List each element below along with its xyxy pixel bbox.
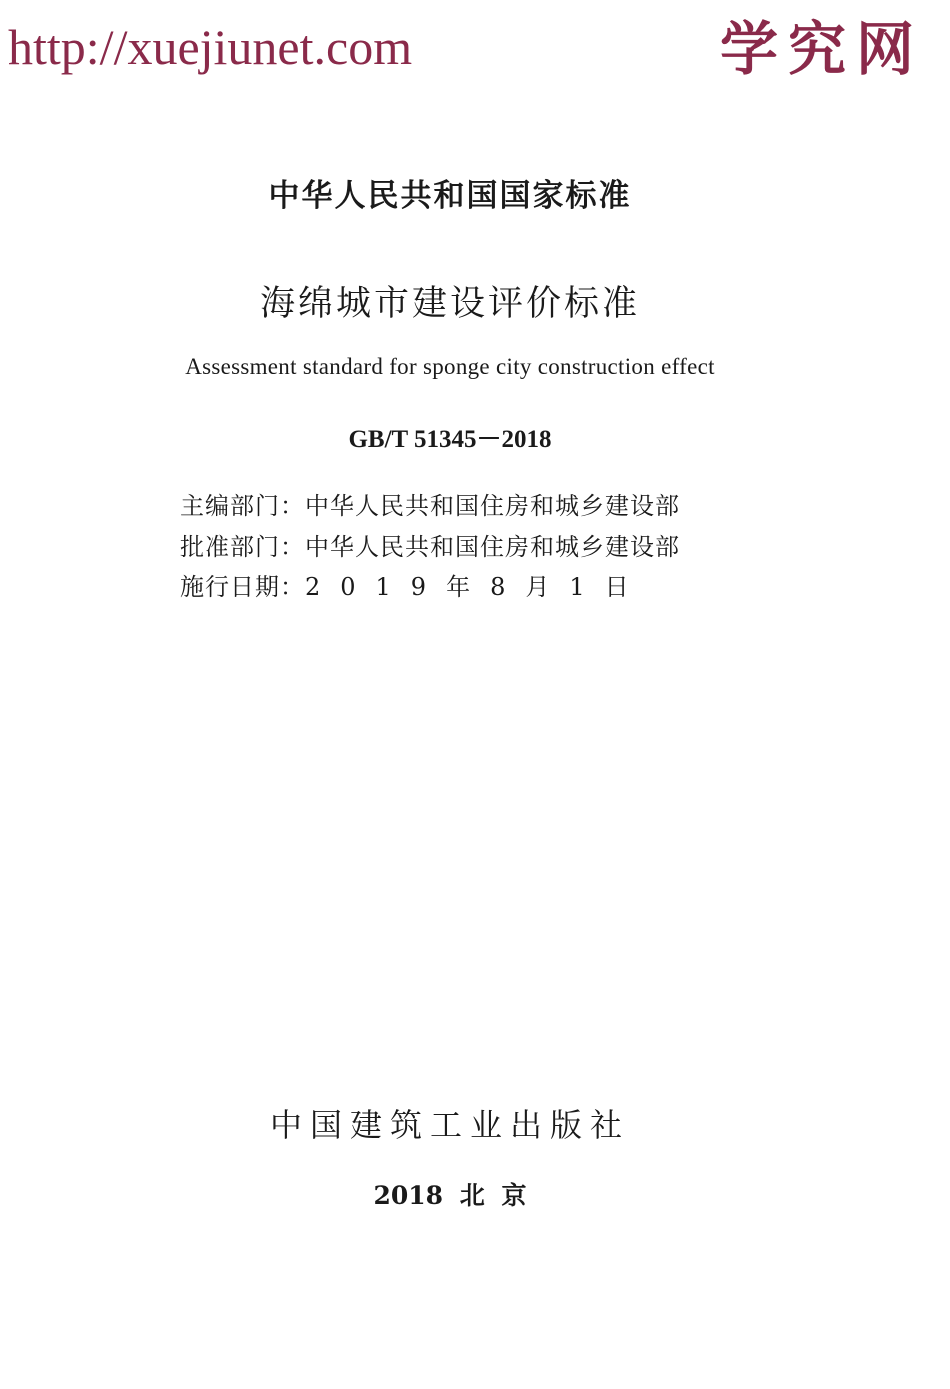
meta-approval-dept [180,527,680,562]
meta-effective-date [180,567,649,602]
standard-title-chinese: 海绵城市建设评价标准 [259,284,640,324]
publisher-name: 中国建筑工业出版社 [269,1106,630,1144]
publication-year-place: 2018 北 京 [373,1181,527,1210]
meta-value: 中华人民共和国住房和城乡建设部 [305,492,680,520]
meta-label: 批准部门： [180,533,305,561]
meta-chief-editor [180,486,680,521]
standard-code: GB/T 51345－2018 [348,426,552,453]
national-standard-heading: 中华人民共和国国家标准 [268,178,632,214]
meta-label: 施行日期： [180,573,305,601]
watermark-url: http://xuejiunet.com [8,19,413,75]
meta-value: 2019年8月1日 [305,573,649,601]
meta-label: 主编部门： [180,492,305,520]
meta-value: 中华人民共和国住房和城乡建设部 [305,533,680,561]
watermark-logo: 学究网 [719,15,924,83]
standard-title-english: Assessment standard for sponge city construction effect [185,354,715,379]
